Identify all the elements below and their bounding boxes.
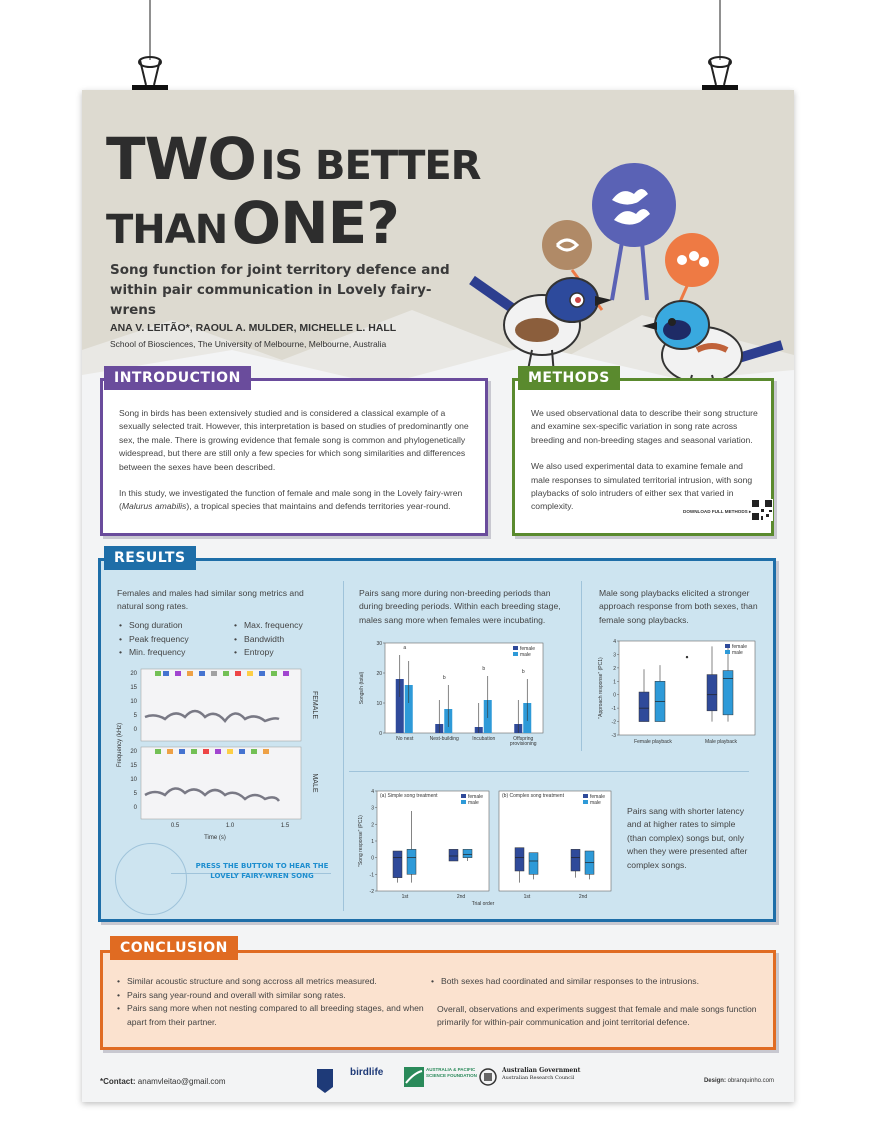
ytick-female: 20 [130,671,137,677]
x-tick-label: 1st [523,894,531,900]
conclusion-label: CONCLUSION [110,936,238,960]
methods-paragraph-2: We also used experimental data to examine female and male responses to simulated territorial intrusion, with song playbacks of solo intruders of either sex that varied in complexity. [531,461,753,512]
significance-letter: a [403,645,407,651]
plot-area [499,791,611,891]
metrics-list-right [232,619,332,660]
box-female [393,851,402,878]
song-response-box-plot [355,783,615,907]
xtick: 1.0 [225,823,235,829]
legend-label: male [732,650,743,656]
legend-label: female [520,646,536,652]
spectro-ylabel: Frequency (kHz) [117,722,123,768]
ytick-male: 0 [133,805,137,811]
birdlife-logo: birdlife [350,1067,384,1078]
xtick: 1.5 [280,823,290,829]
y-tick-label: 4 [371,789,374,795]
x-tick-label: Offspring [513,736,534,742]
y-axis-label: "Approach response" (PC1) [598,657,604,719]
ytick-male: 15 [130,763,137,769]
y-tick-label: 0 [613,692,616,699]
significance-letter: b [482,666,486,672]
results-col4-text: Pairs sang with shorter latency and at higher rates to simple (than complex) songs but, only when they were presented after complex songs. [627,806,748,870]
y-tick-label: -2 [611,719,616,726]
poster [82,90,794,1102]
panel-title: (b) Complex song treatment [502,793,564,799]
ytick-female: 0 [133,727,137,733]
contact-email[interactable]: anamvleitao@gmail.com [137,1077,226,1086]
methods-paragraph-1: We used observational data to describe their song structure and examine sex-specific variation in song rate across breeding and non-breeding stages and seasonal variation. [531,408,758,445]
footer [82,1065,794,1102]
list-item: • Entropy [232,646,332,660]
legend-swatch [513,646,518,650]
legend-label: male [590,800,601,806]
list-item: • Pairs sang more when not nesting compared to all breeding stages, and when apart from their partner. [115,1002,425,1029]
y-tick-label: 0 [371,855,374,862]
university-crest-icon [314,1067,336,1095]
contact: *Contact: anamvleitao@gmail.com [100,1077,226,1086]
intro-paragraph-1: Song in birds has been extensively studied and is considered a classical example of a sexually selected trait. However, this interpretation is based on studies of predominantly one sex, the male. There is growing evidence that female song is common and phylogenetically widespread, but there are still only a few species for which song similarities and differences between the sexes have been described. [119,408,469,472]
box-female [571,849,580,871]
introduction-label: INTRODUCTION [104,366,251,390]
legend-swatch [725,644,730,648]
coat-of-arms-icon [476,1067,500,1089]
panel-title: (a) Simple song treatment [380,793,438,799]
conclusion-list-left [115,975,425,1029]
outlier-point [686,656,688,658]
xtick: 0.5 [170,823,180,829]
play-song-button[interactable] [115,843,187,915]
x-tick-label: Incubation [472,736,496,742]
ytick-female: 15 [130,685,137,691]
x-tick-label: 2nd [578,894,588,900]
legend-swatch [461,794,466,798]
list-item: • Both sexes had coordinated and similar responses to the intrusions. [429,975,759,989]
x-tick-label: 2nd [456,894,466,900]
male-label: MALE [311,773,318,793]
authors: ANA V. LEITÃO*, RAOUL A. MULDER, MICHELLE L. HALL [110,322,397,334]
apsf-logo-icon [404,1067,424,1087]
box-female [515,848,524,871]
ytick-female: 5 [133,713,137,719]
conclusion-summary: Overall, observations and experiments suggest that female and male songs function primarily for within-pair communication and joint territorial defence. [437,1004,757,1028]
ytick-female: 10 [130,699,137,705]
legend-label: male [520,652,531,658]
list-item: • Min. frequency [117,646,227,660]
y-tick-label: -1 [369,872,374,879]
conclusion-box [100,950,776,1050]
legend-swatch [583,800,588,804]
results-col3-text: Male song playbacks elicited a stronger approach response from both sexes, than female song playbacks. [599,588,758,625]
legend-label: female [590,794,606,800]
design-credit: Design: obranquinho.com [703,1078,774,1084]
x-tick-label: provisioning [509,741,537,747]
conclusion-list-right [429,975,759,989]
significance-letter: b [442,675,446,681]
download-methods-link[interactable]: DOWNLOAD FULL METHODS ▸ [683,509,752,514]
box-female [449,849,458,861]
y-tick-label: 2 [371,822,374,829]
y-tick-label: 1 [371,839,374,845]
box-male [407,849,416,874]
spectro-xlabel: Time (s) [204,835,226,841]
metrics-list-left [117,619,227,660]
y-axis-label: Songs/h (total) [359,671,365,705]
legend-label: female [468,794,484,800]
list-item: • Song duration [117,619,227,633]
ytick-male: 20 [130,749,137,755]
methods-label: METHODS [518,366,620,390]
y-tick-label: 20 [376,671,382,677]
legend-swatch [461,800,466,804]
list-item: • Similar acoustic structure and song accross all metrics measured. [115,975,425,989]
legend-swatch [513,652,518,656]
introduction-text [119,407,469,527]
fairy-wren-illustration [462,150,792,390]
x-tick-label: Female playback [634,739,672,745]
approach-response-box-plot [595,635,765,751]
play-song-caption: PRESS THE BUTTON TO HEAR THE LOVELY FAIRY-WREN SONG [195,862,329,880]
results-col1-text: Females and males had similar song metrics and natural song rates. [117,588,304,612]
x-tick-label: Nest-building [429,736,459,742]
y-tick-label: -1 [611,706,616,713]
list-item: • Bandwidth [232,633,332,647]
box-male [463,849,472,857]
y-tick-label: 3 [371,805,374,812]
box-female [639,692,649,722]
list-item: • Max. frequency [232,619,332,633]
methods-box [512,378,774,536]
x-tick-label: 1st [401,894,409,900]
qr-code-icon[interactable] [751,499,773,521]
introduction-box [100,378,488,536]
ytick-male: 5 [133,791,137,797]
song-rate-bar-chart [355,635,551,751]
poster-title: TWO IS BETTER THAN ONE? [106,125,481,257]
y-tick-label: 0 [379,731,382,737]
x-tick-label: No nest [396,736,414,742]
results-label: RESULTS [104,546,196,570]
results-col2-text: Pairs sang more during non-breeding periods than during breeding periods. Within each breeding stage, males sang more when females were incubating. [359,588,561,625]
y-tick-label: 4 [613,639,616,645]
y-axis-label: "Song response" (PC1) [358,815,364,867]
significance-letter: b [521,669,525,675]
spectrogram [115,667,330,843]
x-axis-label: Trial order [471,901,495,907]
arc-logo: Australian Research Council [502,1075,575,1081]
female-label: FEMALE [311,690,318,720]
y-tick-label: 30 [376,641,382,647]
ytick-male: 10 [130,777,137,783]
affiliation: School of Biosciences, The University of Melbourne, Melbourne, Australia [110,339,387,349]
subtitle: Song function for joint territory defence and within pair communication in Lovely fairy-wrens [110,262,450,318]
x-tick-label: Male playback [705,739,737,745]
list-item: • Pairs sang year-round and overall with similar song rates. [115,989,425,1003]
gov-logo: Australian Government [502,1067,581,1074]
y-tick-label: 1 [613,679,616,686]
egg-icon [677,255,687,265]
legend-swatch [583,794,588,798]
legend-swatch [725,650,730,654]
legend-label: male [468,800,479,806]
y-tick-label: -3 [611,733,616,739]
box-male [723,671,733,715]
y-tick-label: 10 [376,701,382,707]
list-item: • Peak frequency [117,633,227,647]
box-female [707,675,717,711]
apsf-logo: AUSTRALIA & PACIFIC SCIENCE FOUNDATION [426,1067,477,1078]
y-tick-label: -2 [369,889,374,895]
y-tick-label: 3 [613,652,616,659]
intro-paragraph-2: In this study, we investigated the function of female and male song in the Lovely fairy-wren (Malurus amabilis), a tropical species that maintains and defends territories year-round. [119,488,463,512]
results-box [98,558,776,922]
y-tick-label: 2 [613,665,616,672]
box-male [529,853,538,875]
legend-label: female [732,644,748,650]
